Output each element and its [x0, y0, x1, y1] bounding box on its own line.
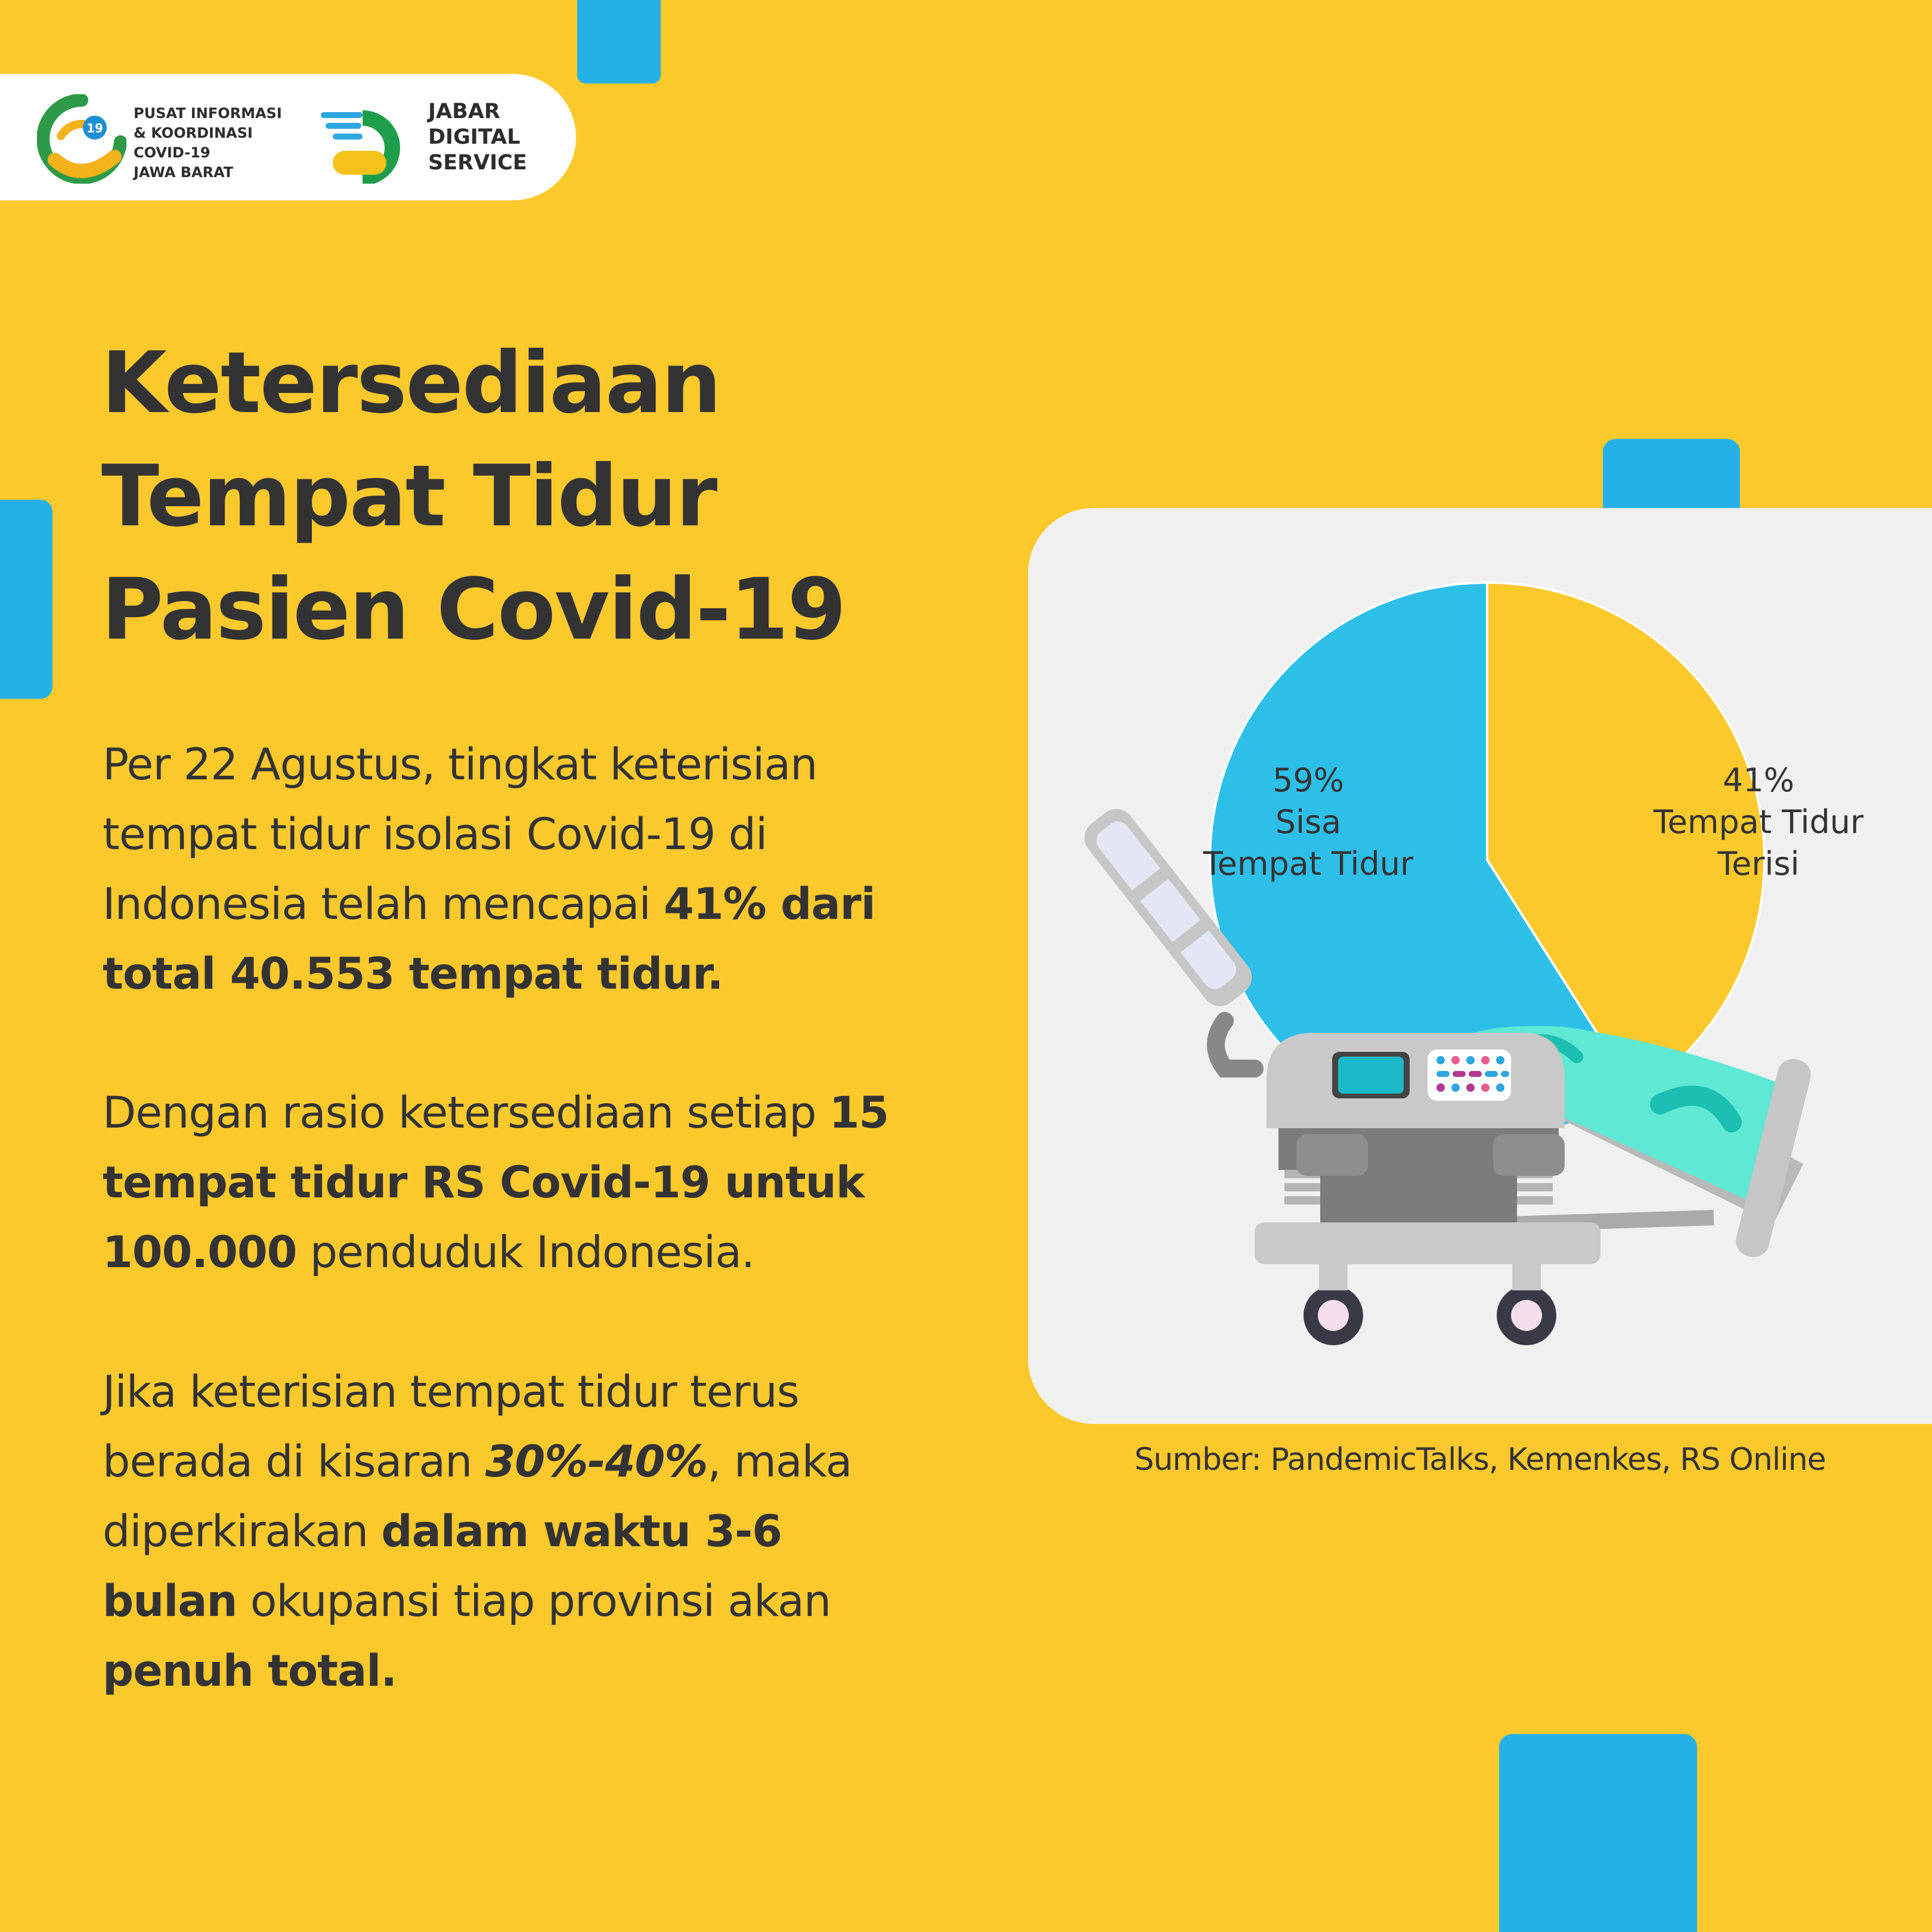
paragraph-ratio — [103, 1078, 949, 1287]
jabar-digital-service-logo-icon — [321, 94, 416, 184]
logo-2-line: DIGITAL — [428, 125, 521, 149]
paragraph-text: berada di kisaran — [103, 1436, 485, 1487]
paragraph-projection — [103, 1357, 949, 1706]
paragraph-line: Per 22 Agustus, tingkat keterisian — [103, 739, 818, 790]
source-caption: Sumber: PandemicTalks, Kemenkes, RS Online — [1134, 1442, 1826, 1478]
title-line: Tempat Tidur — [101, 447, 717, 546]
title-line: Ketersediaan — [101, 334, 720, 432]
slice-label-line: Terisi — [1717, 845, 1800, 883]
paragraph-text: Indonesia telah mencapai — [103, 879, 664, 930]
paragraph-text: , maka — [707, 1436, 852, 1487]
slice-label-sisa — [1177, 760, 1439, 885]
paragraph-text: penduduk Indonesia. — [296, 1227, 755, 1278]
paragraph-occupancy — [103, 730, 949, 1009]
chart-panel — [1028, 508, 1932, 1424]
paragraph-highlight: 30%-40% — [485, 1436, 708, 1487]
logo-badge: 19 — [86, 121, 103, 135]
slice-label-line: Tempat Tidur — [1653, 803, 1864, 841]
paragraph-line — [103, 1427, 949, 1497]
paragraph-line — [103, 1566, 949, 1636]
paragraph-highlight: tempat tidur RS Covid-19 untuk — [103, 1157, 865, 1208]
paragraph-highlight: 15 — [829, 1088, 889, 1138]
paragraph-line — [103, 1497, 949, 1566]
title-line: Pasien Covid-19 — [101, 561, 846, 659]
jabar-digital-service-logo-text — [428, 99, 559, 176]
slice-percent: 59% — [1272, 761, 1345, 799]
slice-label-line: Tempat Tidur — [1203, 845, 1414, 883]
paragraph-line: tempat tidur isolasi Covid-19 di — [103, 809, 767, 860]
paragraph-highlight: total 40.553 tempat tidur. — [103, 949, 723, 999]
paragraph-line: Jika keterisian tempat tidur terus — [103, 1367, 799, 1417]
paragraph-highlight: penuh total. — [103, 1646, 397, 1696]
paragraph-text: okupansi tiap provinsi akan — [237, 1576, 831, 1627]
paragraph-text: Dengan rasio ketersediaan setiap — [103, 1088, 829, 1138]
decorative-bar-left — [0, 500, 52, 699]
paragraph-highlight: 41% dari — [663, 879, 875, 930]
logo-2-line: JABAR — [428, 100, 500, 123]
paragraph-highlight: 100.000 — [103, 1227, 297, 1278]
paragraph-text: diperkirakan — [103, 1506, 382, 1557]
logo-1-line: COVID-19 — [134, 144, 210, 161]
pusat-informasi-logo-icon — [37, 94, 126, 184]
slice-label-terisi — [1627, 760, 1890, 885]
paragraph-line — [103, 869, 949, 939]
logo-bar — [0, 74, 576, 200]
decorative-square-bottom — [1499, 1734, 1697, 1932]
pusat-informasi-logo-text — [134, 104, 312, 182]
pie-chart — [1028, 508, 1932, 1424]
slice-percent: 41% — [1722, 761, 1795, 799]
page-title — [101, 327, 924, 667]
logo-2-line: SERVICE — [428, 151, 527, 175]
paragraph-line — [103, 1078, 949, 1148]
paragraph-line — [103, 1148, 949, 1218]
logo-1-line: PUSAT INFORMASI — [134, 105, 282, 122]
paragraph-line — [103, 1218, 949, 1287]
paragraph-highlight: dalam waktu 3-6 — [381, 1506, 782, 1557]
decorative-square-top — [577, 0, 661, 83]
paragraph-line — [103, 1636, 949, 1706]
paragraph-line — [103, 939, 949, 1009]
logo-1-line: & KOORDINASI — [134, 125, 253, 141]
paragraph-highlight: bulan — [103, 1576, 237, 1627]
logo-1-line: JAWA BARAT — [134, 164, 234, 181]
slice-label-line: Sisa — [1275, 803, 1342, 841]
